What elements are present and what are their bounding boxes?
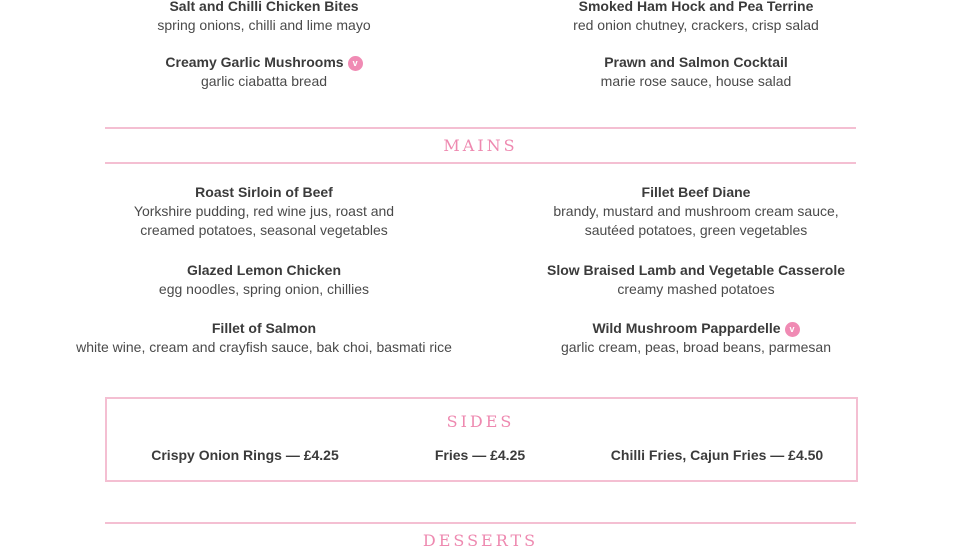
vegetarian-icon: v <box>785 322 800 337</box>
section-divider <box>105 522 856 524</box>
menu-item-description: egg noodles, spring onion, chillies <box>158 281 370 297</box>
menu-item-name: Creamy Garlic Mushrooms v <box>54 53 474 72</box>
section-divider <box>105 162 856 164</box>
menu-item <box>54 53 474 91</box>
menu-item-description: sautéed potatoes, green vegetables <box>584 222 808 238</box>
sides-box <box>105 397 858 482</box>
menu-item-description: garlic ciabatta bread <box>200 73 328 89</box>
side-item: Chilli Fries, Cajun Fries — £4.50 <box>610 447 824 463</box>
menu-item <box>54 261 474 299</box>
menu-item-description: creamed potatoes, seasonal vegetables <box>140 222 388 238</box>
menu-item <box>486 319 906 357</box>
menu-item <box>54 319 474 357</box>
menu-item-name: Glazed Lemon Chicken <box>186 262 342 278</box>
menu-item-name: Wild Mushroom Pappardelle v <box>486 319 906 338</box>
menu-item-name: Fillet of Salmon <box>211 320 317 336</box>
menu-item-name: Slow Braised Lamb and Vegetable Casserole <box>547 262 845 278</box>
menu-item-name: Smoked Ham Hock and Pea Terrine <box>578 0 814 14</box>
menu-item-description: garlic cream, peas, broad beans, parmesan <box>560 339 832 355</box>
section-divider <box>105 127 856 129</box>
menu-item <box>486 261 906 299</box>
menu-item <box>54 183 474 240</box>
section-heading-mains: MAINS <box>443 136 518 155</box>
menu-item-description: Yorkshire pudding, red wine jus, roast and <box>133 203 395 219</box>
menu-item-description: white wine, cream and crayfish sauce, bak choi, basmati rice <box>76 339 452 355</box>
menu-item-name: Salt and Chilli Chicken Bites <box>169 0 359 14</box>
menu-item-description: creamy mashed potatoes <box>617 281 775 297</box>
vegetarian-icon: v <box>348 56 363 71</box>
side-item: Crispy Onion Rings — £4.25 <box>151 447 339 463</box>
menu-item-description: red onion chutney, crackers, crisp salad <box>573 17 819 33</box>
section-heading-desserts: DESSERTS <box>422 531 539 550</box>
section-heading-sides: SIDES <box>446 412 515 431</box>
menu-item <box>54 0 474 35</box>
menu-item-description: marie rose sauce, house salad <box>600 73 792 89</box>
menu-item-description: spring onions, chilli and lime mayo <box>157 17 371 33</box>
side-item: Fries — £4.25 <box>434 447 526 463</box>
menu-item-name: Prawn and Salmon Cocktail <box>604 54 788 70</box>
menu-item-name: Fillet Beef Diane <box>641 184 751 200</box>
menu-item <box>486 0 906 35</box>
menu-item <box>486 183 906 240</box>
menu-item-name: Roast Sirloin of Beef <box>195 184 333 200</box>
menu-item-description: brandy, mustard and mushroom cream sauce, <box>553 203 839 219</box>
menu-item <box>486 53 906 91</box>
